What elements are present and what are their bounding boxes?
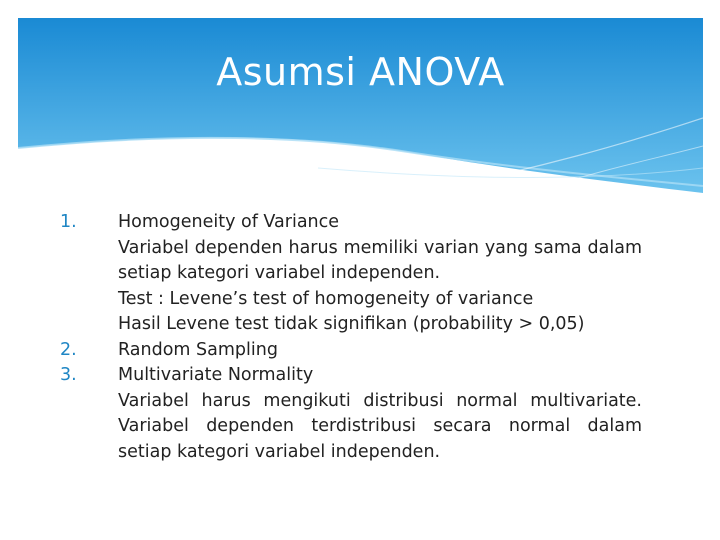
item-text <box>118 338 642 364</box>
slide-title: Asumsi ANOVA <box>216 50 505 94</box>
item-line: Hasil Levene test tidak signifikan (probability > 0,05) <box>118 314 585 334</box>
item-line: Variabel harus mengikuti distribusi normal multivariate. Variabel dependen terdistribusi secara normal dalam setiap kategori variabel independen. <box>118 390 642 462</box>
header-band <box>18 18 703 193</box>
item-line: Homogeneity of Variance <box>118 212 340 232</box>
list-item <box>60 363 642 465</box>
item-line: Test : Levene’s test of homogeneity of variance <box>118 288 534 309</box>
item-number: 1. <box>60 212 77 232</box>
item-number: 3. <box>60 365 77 385</box>
list-item <box>60 338 642 364</box>
item-text <box>118 210 642 338</box>
item-line: Multivariate Normality <box>118 365 314 385</box>
slide-body <box>60 210 642 465</box>
item-line: Variabel dependen harus memiliki varian yang sama dalam setiap kategori variabel independen. <box>118 237 642 283</box>
item-line: Random Sampling <box>118 339 278 360</box>
list-item <box>60 210 642 338</box>
item-text <box>118 363 642 465</box>
item-number: 2. <box>60 339 77 360</box>
